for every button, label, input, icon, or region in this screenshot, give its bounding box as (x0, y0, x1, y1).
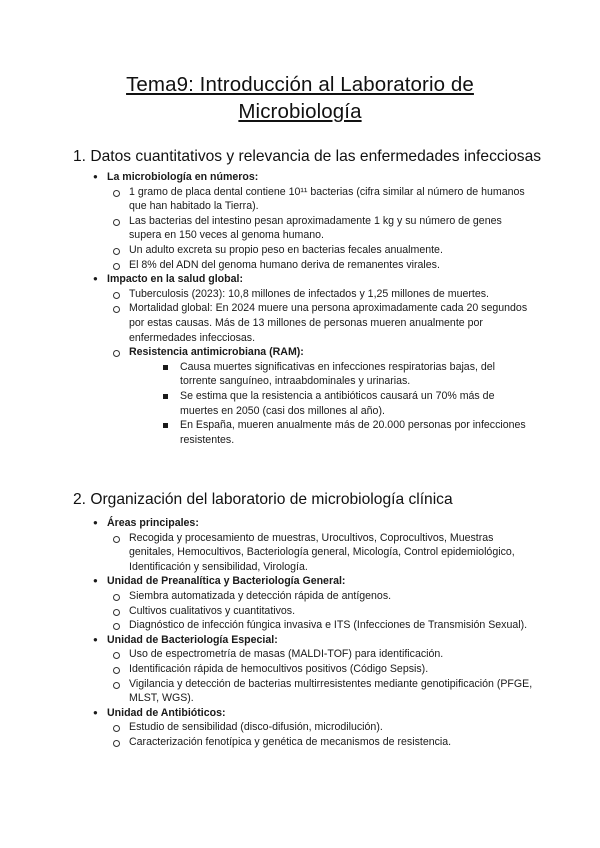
list-item (93, 720, 533, 735)
item-text: Se estima que la resistencia a antibióticos causará un 70% más de muertes en 2050 (casi dos millones al año). (180, 389, 495, 417)
bullet-dot-icon: ● (93, 576, 98, 586)
item-text: Las bacterias del intestino pesan aproximadamente 1 kg y su número de genes supera en 150 veces al genoma humano. (129, 214, 502, 242)
bullet-circle-icon (113, 350, 120, 357)
list-item (93, 185, 533, 214)
list-item-areas (93, 516, 533, 531)
list-item (93, 531, 533, 575)
list-item-ram (93, 345, 533, 360)
item-text: Diagnóstico de infección fúngica invasiva e ITS (Infecciones de Transmisión Sexual). (129, 619, 528, 632)
sub-label: Resistencia antimicrobiana (RAM): (129, 346, 304, 359)
list-item (93, 287, 533, 302)
list-item (93, 735, 533, 750)
list-item (93, 662, 533, 677)
item-text: Vigilancia y detección de bacterias multirresistentes mediante genotipificación (PFGE, MLST, WGS). (129, 677, 533, 705)
list-item (93, 618, 533, 633)
bullet-circle-icon (113, 740, 120, 747)
group-label: La microbiología en números: (107, 171, 259, 183)
list-item (93, 243, 533, 258)
bullet-circle-icon (113, 682, 120, 689)
item-text: Mortalidad global: En 2024 muere una persona aproximadamente cada 20 segundos por estas causas. Más de 13 millones de personas mueren anualmente por enfermedades infecciosas. (129, 302, 528, 344)
bullet-circle-icon (113, 652, 120, 659)
item-text: Un adulto excreta su propio peso en bacterias fecales anualmente. (129, 243, 443, 256)
item-text: El 8% del ADN del genoma humano deriva de remanentes virales. (129, 258, 440, 271)
list-item (93, 647, 533, 662)
section-2-list (93, 516, 533, 750)
bullet-dot-icon: ● (93, 634, 98, 644)
title-line-1: Tema9: Introducción al Laboratorio de (126, 73, 474, 96)
list-item (93, 677, 533, 706)
item-text: Uso de espectrometría de masas (MALDI-TOF) para identificación. (129, 648, 444, 661)
bullet-circle-icon (113, 725, 120, 732)
section-1-list (93, 170, 533, 447)
title-line-2: Microbiología (238, 100, 362, 123)
list-item (93, 589, 533, 604)
bullet-square-icon (163, 394, 168, 399)
group-label: Unidad de Antibióticos: (107, 706, 226, 719)
item-text: 1 gramo de placa dental contiene 10¹¹ bacterias (cifra similar al número de humanos que han habitado la Tierra). (129, 185, 525, 213)
group-label: Impacto en la salud global: (107, 273, 243, 286)
group-label: Unidad de Bacteriología Especial: (107, 633, 278, 646)
list-item (93, 418, 533, 447)
list-item-bacteriologia-especial (93, 633, 533, 648)
bullet-circle-icon (113, 594, 120, 601)
section-2-heading: 2. Organización del laboratorio de microbiología clínica (73, 491, 453, 508)
item-text: Identificación rápida de hemocultivos positivos (Código Sepsis). (129, 662, 429, 675)
bullet-circle-icon (113, 292, 120, 299)
bullet-circle-icon (113, 536, 120, 543)
bullet-circle-icon (113, 263, 120, 270)
bullet-circle-icon (113, 609, 120, 616)
bullet-circle-icon (113, 667, 120, 674)
list-item-microbiologia-numeros (93, 170, 533, 185)
bullet-square-icon (163, 365, 168, 370)
item-text: Tuberculosis (2023): 10,8 millones de infectados y 1,25 millones de muertes. (129, 287, 489, 300)
list-item (93, 214, 533, 243)
item-text: Cultivos cualitativos y cuantitativos. (129, 604, 296, 617)
bullet-circle-icon (113, 623, 120, 630)
bullet-square-icon (163, 423, 168, 428)
bullet-dot-icon: ● (93, 172, 98, 181)
bullet-circle-icon (113, 306, 120, 313)
list-item (93, 604, 533, 619)
bullet-circle-icon (113, 190, 120, 197)
list-item-impacto-salud (93, 272, 533, 287)
list-item (93, 258, 533, 273)
section-1-heading: 1. Datos cuantitativos y relevancia de las enfermedades infecciosas (73, 148, 542, 165)
bullet-circle-icon (113, 248, 120, 255)
list-item (93, 360, 533, 389)
bullet-dot-icon: ● (93, 274, 98, 284)
bullet-circle-icon (113, 219, 120, 226)
list-item-preanalitica (93, 574, 533, 589)
list-item (93, 389, 533, 418)
page-title (60, 71, 540, 125)
item-text: Recogida y procesamiento de muestras, Urocultivos, Coprocultivos, Muestras genitales, Hemocultivos, Bacteriología general, Micología, Control epidemiológico, Identificación y sensibilidad, Virología. (129, 531, 515, 573)
item-text: Causa muertes significativas en infecciones respiratorias bajas, del torrente sanguíneo, intraabdominales y urinarias. (180, 360, 496, 388)
list-item-antibioticos (93, 706, 533, 721)
list-item (93, 301, 533, 345)
item-text: En España, mueren anualmente más de 20.000 personas por infecciones resistentes. (180, 419, 526, 446)
bullet-dot-icon: ● (93, 518, 98, 527)
item-text: Siembra automatizada y detección rápida de antígenos. (129, 589, 392, 602)
item-text: Caracterización fenotípica y genética de mecanismos de resistencia. (129, 735, 452, 748)
item-text: Estudio de sensibilidad (disco-difusión, microdilución). (129, 721, 383, 734)
bullet-dot-icon: ● (93, 707, 98, 717)
group-label: Unidad de Preanalítica y Bacteriología General: (107, 575, 346, 588)
group-label: Áreas principales: (107, 517, 199, 529)
